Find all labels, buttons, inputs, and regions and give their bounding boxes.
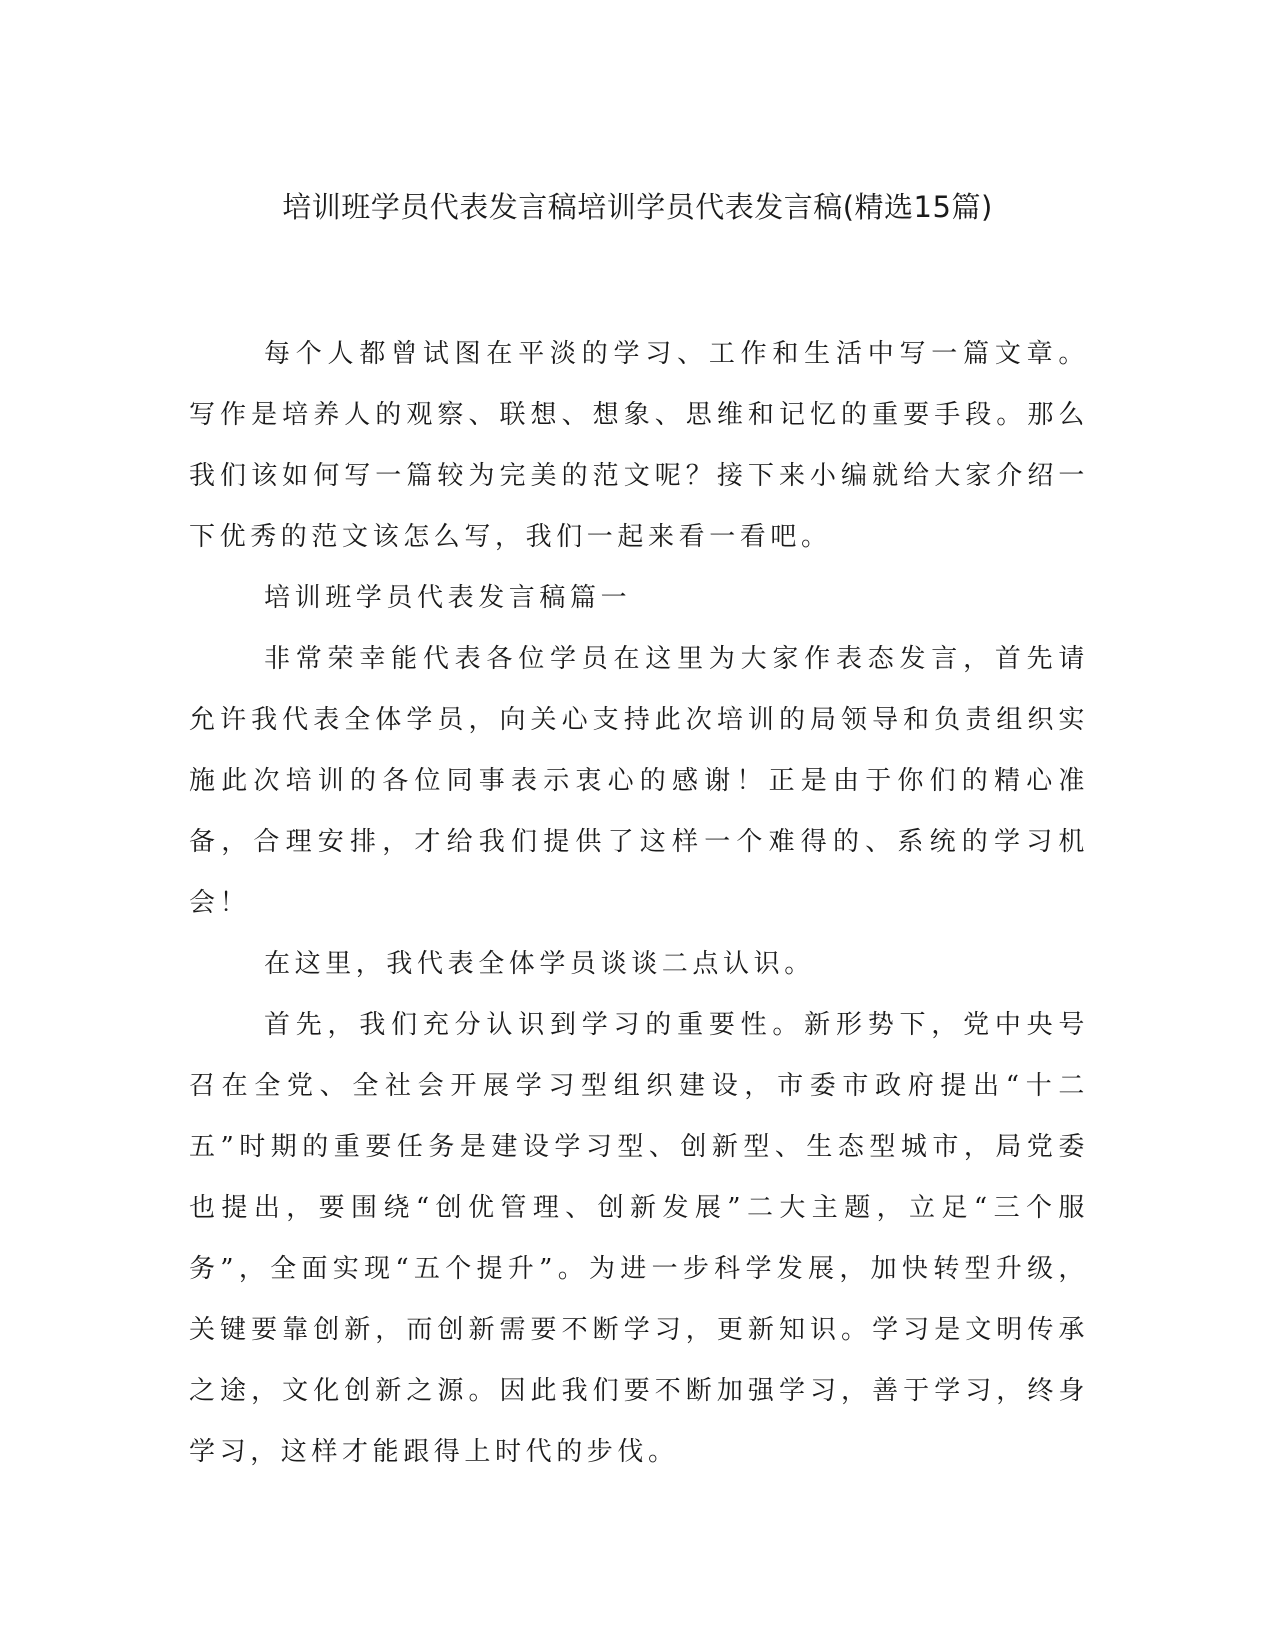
body-paragraph: 非常荣幸能代表各位学员在这里为大家作表态发言，首先请允许我代表全体学员，向关心支持此次培训的局领导和负责组织实施此次培训的各位同事表示衷心的感谢！正是由于你们的精心准备，合理安排，才给我们提供了这样一个难得的、系统的学习机会！ <box>189 644 1089 918</box>
document-title: 培训班学员代表发言稿培训学员代表发言稿(精选15篇) <box>282 190 993 224</box>
intro-paragraph: 每个人都曾试图在平淡的学习、工作和生活中写一篇文章。写作是培养人的观察、联想、想象、思维和记忆的重要手段。那么我们该如何写一篇较为完美的范文呢？接下来小编就给大家介绍一下优秀的范文该怎么写，我们一起来看一看吧。 <box>189 339 1089 552</box>
section-heading: 培训班学员代表发言稿篇一 <box>264 583 632 613</box>
document-body <box>189 324 1089 1483</box>
body-paragraph: 首先，我们充分认识到学习的重要性。新形势下，党中央号召在全党、全社会开展学习型组织建设，市委市政府提出“十二五”时期的重要任务是建设学习型、创新型、生态型城市，局党委也提出，要围绕“创优管理、创新发展”二大主题，立足“三个服务”，全面实现“五个提升”。为进一步科学发展，加快转型升级，关键要靠创新，而创新需要不断学习，更新知识。学习是文明传承之途，文化创新之源。因此我们要不断加强学习，善于学习，终身学习，这样才能跟得上时代的步伐。 <box>189 1010 1089 1467</box>
body-paragraph: 在这里，我代表全体学员谈谈二点认识。 <box>264 949 815 979</box>
